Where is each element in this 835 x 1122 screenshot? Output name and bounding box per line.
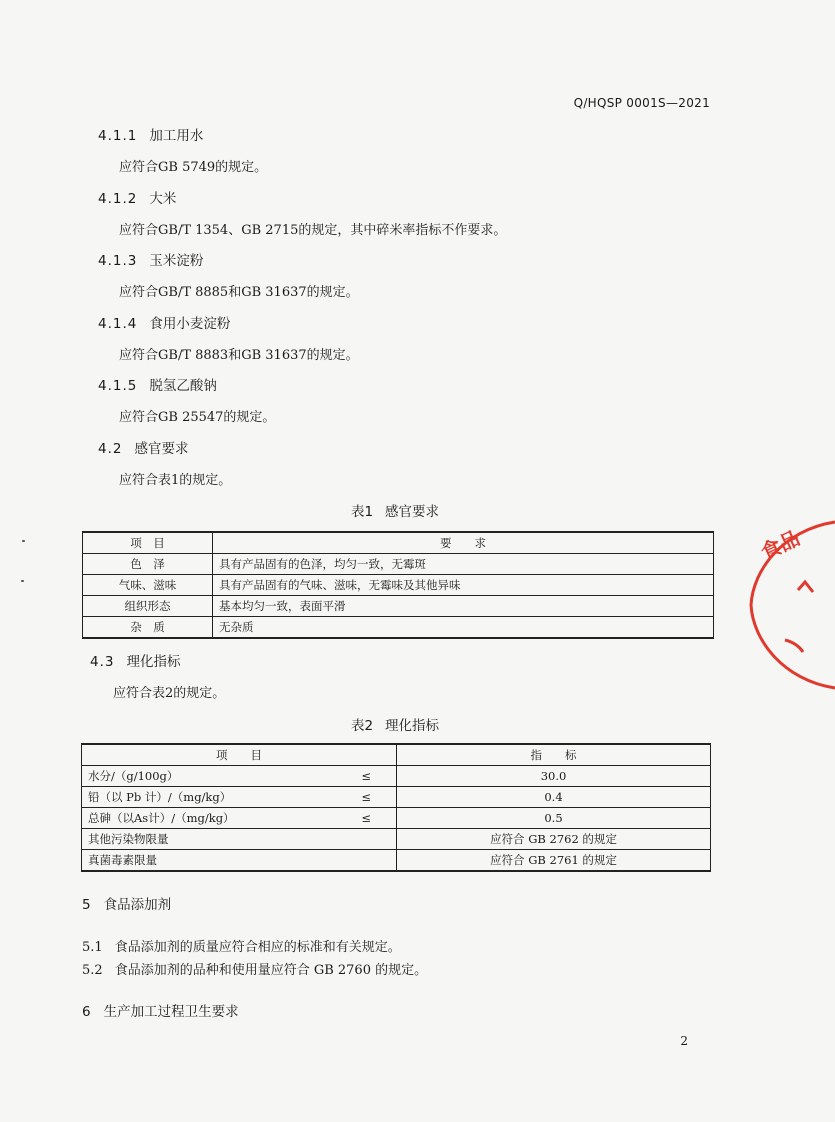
table-row	[83, 575, 714, 596]
section-title: 大米	[149, 191, 177, 207]
table-row	[82, 850, 711, 872]
table-number: 表1	[350, 504, 374, 520]
table-2-caption	[0, 714, 790, 734]
operator-cell: ≤	[337, 808, 397, 829]
section-4-2-heading	[98, 437, 188, 457]
header-cell: 要 求	[213, 532, 714, 554]
table-title: 感官要求	[385, 504, 440, 520]
requirement-cell: 具有产品固有的气味、滋味，无霉味及其他异味	[213, 575, 714, 596]
seal-text: 食品	[756, 525, 804, 565]
item-cell: 铅（以 Pb 计）/（mg/kg）	[82, 787, 337, 808]
table-header-row	[83, 532, 714, 554]
section-number: 4.1.3	[98, 253, 138, 269]
requirement-cell: 无杂质	[213, 617, 714, 639]
section-title: 脱氢乙酸钠	[149, 378, 217, 394]
section-5-heading	[82, 893, 171, 913]
item-cell: 色 泽	[83, 554, 213, 575]
section-title: 食品添加剂	[103, 897, 172, 913]
value-cell: 应符合 GB 2762 的规定	[397, 829, 711, 850]
table-row	[83, 554, 714, 575]
table-row	[82, 787, 711, 808]
section-4-1-2-heading	[98, 187, 176, 207]
item-cell: 水分/（g/100g）	[82, 766, 337, 787]
section-title: 理化指标	[126, 654, 181, 670]
section-number: 4.1.4	[98, 316, 138, 332]
section-title: 生产加工过程卫生要求	[103, 1004, 239, 1020]
physicochemical-indicators-table	[81, 743, 711, 872]
table-row	[82, 829, 711, 850]
item-cell: 真菌毒素限量	[82, 850, 397, 872]
section-5-2	[82, 959, 427, 978]
section-4-1-4-text: 应符合GB/T 8883和GB 31637的规定。	[119, 348, 359, 363]
section-text: 食品添加剂的品种和使用量应符合 GB 2760 的规定。	[114, 963, 428, 978]
section-4-3-heading	[90, 650, 180, 670]
section-4-1-1-text: 应符合GB 5749的规定。	[119, 160, 268, 175]
section-number: 4.3	[90, 654, 115, 670]
section-number: 5.1	[82, 940, 103, 955]
section-number: 5.2	[82, 963, 103, 978]
value-cell: 0.5	[397, 808, 711, 829]
value-cell: 0.4	[397, 787, 711, 808]
section-4-1-3-heading	[98, 249, 203, 269]
section-4-3-text: 应符合表2的规定。	[113, 686, 226, 701]
value-cell: 30.0	[397, 766, 711, 787]
section-4-1-2-text: 应符合GB/T 1354、GB 2715的规定，其中碎米率指标不作要求。	[119, 223, 507, 238]
item-cell: 其他污染物限量	[82, 829, 397, 850]
document-code: Q/HQSP 0001S—2021	[573, 96, 710, 110]
company-seal-stamp	[743, 520, 835, 690]
section-4-1-4-heading	[98, 312, 230, 332]
section-number: 4.1.2	[98, 191, 138, 207]
section-4-1-3-text: 应符合GB/T 8885和GB 31637的规定。	[119, 285, 359, 300]
section-title: 食用小麦淀粉	[149, 316, 231, 332]
table-header-row	[82, 744, 711, 766]
header-cell: 项 目	[83, 532, 213, 554]
section-number: 4.2	[98, 441, 123, 457]
table-row	[82, 808, 711, 829]
section-6-heading	[82, 1000, 239, 1020]
table-row	[83, 596, 714, 617]
section-4-1-5-heading	[98, 374, 217, 394]
section-4-1-1-heading	[98, 124, 203, 144]
section-number: 5	[82, 897, 92, 913]
table-title: 理化指标	[385, 718, 440, 734]
table-1-caption	[0, 500, 790, 520]
scan-mark	[21, 580, 24, 582]
section-text: 食品添加剂的质量应符合相应的标准和有关规定。	[114, 940, 401, 955]
item-cell: 气味、滋味	[83, 575, 213, 596]
operator-cell: ≤	[337, 787, 397, 808]
header-cell: 项 目	[82, 744, 397, 766]
section-title: 感官要求	[134, 441, 189, 457]
table-number: 表2	[350, 718, 374, 734]
section-5-1	[82, 936, 401, 955]
item-cell: 总砷（以As计）/（mg/kg）	[82, 808, 337, 829]
header-cell: 指 标	[397, 744, 711, 766]
operator-cell: ≤	[337, 766, 397, 787]
requirement-cell: 具有产品固有的色泽，均匀一致，无霉斑	[213, 554, 714, 575]
item-cell: 杂 质	[83, 617, 213, 639]
section-number: 4.1.5	[98, 378, 138, 394]
section-4-2-text: 应符合表1的规定。	[119, 473, 232, 488]
section-number: 6	[82, 1004, 92, 1020]
requirement-cell: 基本均匀一致，表面平滑	[213, 596, 714, 617]
section-title: 玉米淀粉	[149, 253, 204, 269]
section-number: 4.1.1	[98, 128, 138, 144]
table-row	[83, 617, 714, 639]
section-title: 加工用水	[149, 128, 204, 144]
table-row	[82, 766, 711, 787]
value-cell: 应符合 GB 2761 的规定	[397, 850, 711, 872]
scan-mark	[22, 540, 25, 542]
page-number: 2	[680, 1034, 688, 1048]
item-cell: 组织形态	[83, 596, 213, 617]
sensory-requirements-table	[82, 531, 714, 639]
section-4-1-5-text: 应符合GB 25547的规定。	[119, 410, 276, 425]
